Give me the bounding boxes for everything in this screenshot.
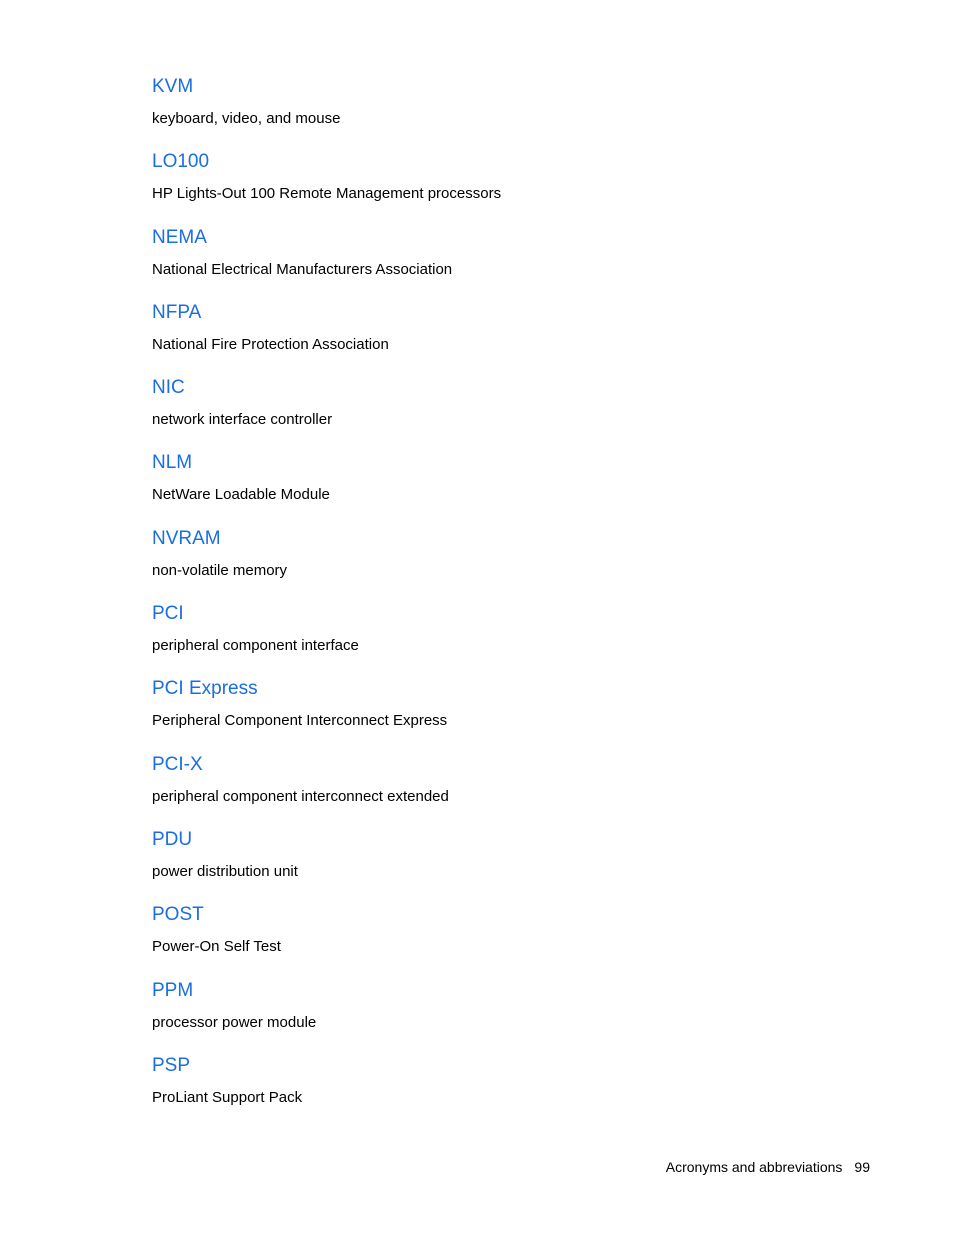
glossary-definition: processor power module	[152, 1013, 317, 1031]
glossary-entry	[152, 527, 852, 602]
glossary-definition: Power-On Self Test	[152, 938, 281, 956]
glossary-term: KVM	[152, 76, 194, 97]
glossary-term: PCI	[152, 603, 184, 625]
glossary-entry	[152, 979, 852, 1054]
glossary-entry	[152, 451, 852, 526]
glossary-entry	[152, 602, 852, 677]
glossary-list	[152, 75, 852, 1129]
glossary-term: NIC	[152, 377, 185, 399]
glossary-entry	[152, 677, 852, 752]
glossary-term: PPM	[152, 979, 194, 1001]
glossary-entry	[152, 753, 852, 828]
page-footer	[666, 1157, 870, 1177]
glossary-entry	[152, 150, 852, 225]
glossary-definition: network interface controller	[152, 411, 333, 429]
glossary-definition: Peripheral Component Interconnect Express	[152, 712, 448, 730]
glossary-term: NVRAM	[152, 527, 221, 549]
glossary-term: PDU	[152, 828, 193, 850]
glossary-definition: NetWare Loadable Module	[152, 486, 330, 504]
glossary-term: POST	[152, 904, 204, 926]
glossary-definition: National Fire Protection Association	[152, 335, 389, 353]
glossary-term: PCI Express	[152, 678, 258, 700]
glossary-entry	[152, 376, 852, 451]
glossary-term: NLM	[152, 452, 193, 474]
glossary-definition: peripheral component interconnect extended	[152, 787, 449, 805]
glossary-definition: non-volatile memory	[152, 561, 288, 579]
glossary-definition: peripheral component interface	[152, 637, 359, 655]
glossary-term: NFPA	[152, 301, 202, 323]
glossary-definition: power distribution unit	[152, 862, 298, 880]
glossary-definition: ProLiant Support Pack	[152, 1088, 303, 1106]
glossary-entry	[152, 828, 852, 903]
glossary-term: PCI-X	[152, 753, 203, 775]
footer-section-title: Acronyms and abbreviations	[665, 1159, 843, 1175]
glossary-entry	[152, 1054, 852, 1129]
glossary-definition: National Electrical Manufacturers Association	[152, 260, 453, 278]
glossary-entry	[152, 301, 852, 376]
glossary-entry	[152, 226, 852, 301]
glossary-term: LO100	[152, 151, 210, 173]
glossary-definition: HP Lights-Out 100 Remote Management processors	[152, 185, 502, 203]
page-number: 99	[854, 1159, 870, 1175]
glossary-term: NEMA	[152, 226, 207, 248]
glossary-entry	[152, 903, 852, 978]
glossary-definition: keyboard, video, and mouse	[152, 110, 341, 127]
glossary-term: PSP	[152, 1054, 191, 1076]
glossary-entry	[152, 75, 852, 150]
